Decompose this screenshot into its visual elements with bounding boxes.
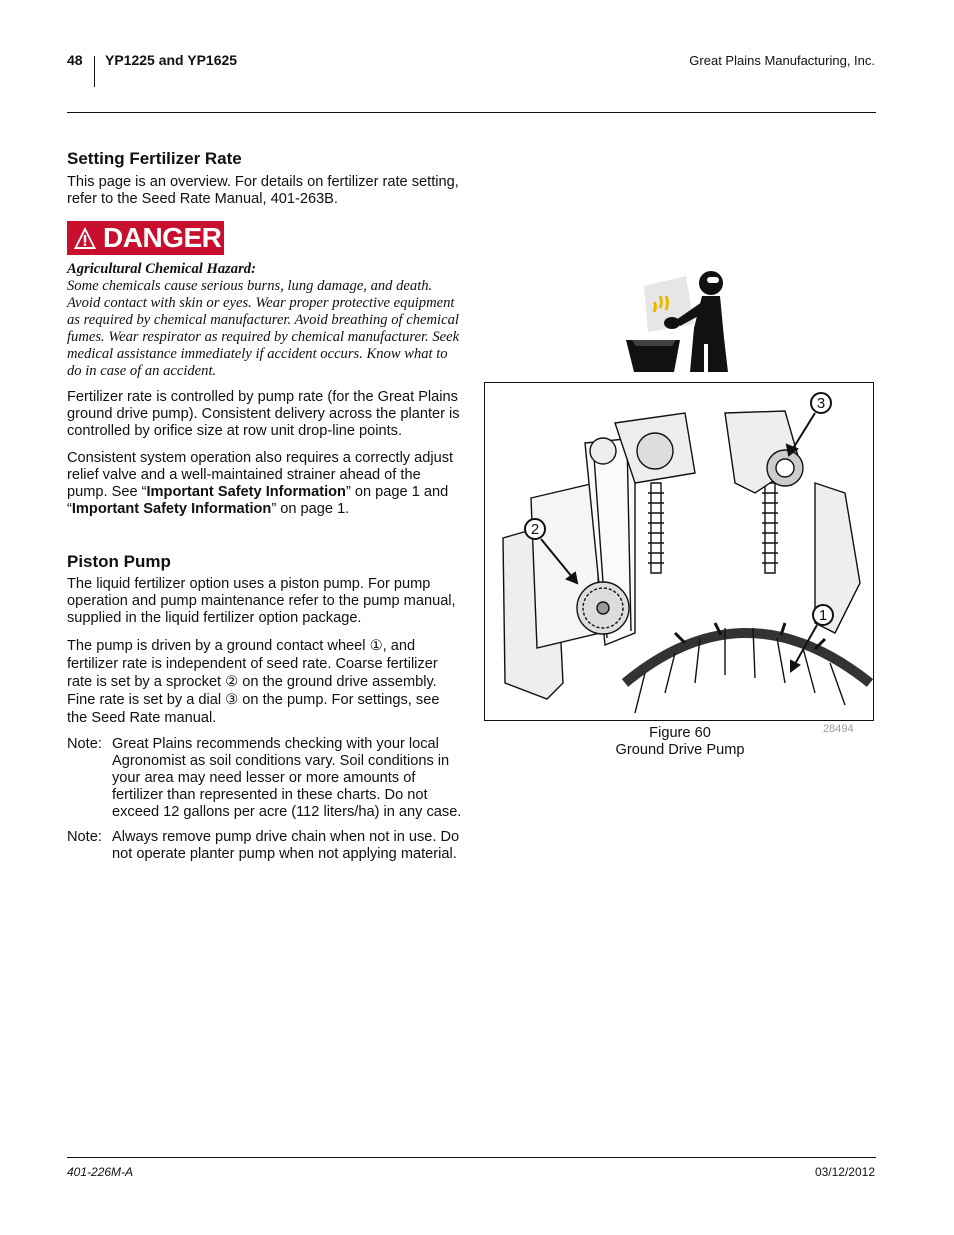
document-id: 401-226M-A: [67, 1165, 134, 1179]
note-text: Great Plains recommends checking with your local Agronomist as soil conditions vary. Soil conditions in your area may need lesser or more amounts of fertilizer than represented in these charts. Do not exceed 12 gallons per acre (112 liters/ha) in any case.: [112, 736, 462, 820]
chemical-hazard-pictogram: [624, 268, 728, 372]
callout-3: 3: [816, 395, 826, 412]
figure-id: 28494: [823, 723, 854, 735]
danger-word: DANGER: [103, 222, 222, 253]
figure-title: Ground Drive Pump: [615, 742, 745, 758]
body-text: [67, 389, 462, 518]
callout-2: 2: [530, 521, 540, 538]
page-number: 48: [67, 52, 83, 68]
note-item: [67, 829, 462, 863]
hazard-text: Some chemicals cause serious burns, lung damage, and death. Avoid contact with skin or eyes. Wear proper protective equipment as required by chemical manufacturer. Avoid breathing of chemical fumes. Wear respirator as required by chemical manufacturer. Seek medical assistance immediately if accident occurs. Know what to do in case of an accident.: [67, 278, 460, 379]
hazard-title: Agricultural Chemical Hazard:: [67, 261, 256, 277]
company-name: Great Plains Manufacturing, Inc.: [689, 53, 875, 68]
header-rule: [67, 112, 876, 113]
note-text: Always remove pump drive chain when not in use. Do not operate planter pump when not applying material.: [112, 829, 460, 862]
paragraph-piston-pump: The liquid fertilizer option uses a piston pump. For pump operation and pump maintenance refer to the pump manual, supplied in the liquid fertilizer option package.: [67, 576, 456, 626]
hazard-message: [67, 261, 462, 380]
paragraph-system-operation: Consistent system operation also requires a correctly adjust relief valve and a well-maintained strainer ahead of the pump. See “Important Safety Information” on page 1 and “Important Safety Information” on page 1.: [67, 450, 454, 517]
figure-number: Figure 60: [649, 725, 711, 741]
note-label: Note:: [67, 736, 102, 752]
note-label: Note:: [67, 829, 102, 845]
figure-caption: [580, 725, 780, 759]
section-fertilizer-rate: [67, 149, 462, 208]
header-divider: [94, 56, 95, 87]
safety-info-link[interactable]: Important Safety Information: [146, 484, 346, 500]
danger-label: [67, 221, 224, 255]
paragraph-pump-drive: The pump is driven by a ground contact wheel ①, and fertilizer rate is independent of seed rate. Coarse fertilizer rate is set by a sprocket ② on the ground drive assembly. Fine rate is set by a dial ③ on the pump. For settings, see the Seed Rate manual.: [67, 638, 440, 726]
callout-1: 1: [818, 607, 828, 624]
safety-info-link[interactable]: Important Safety Information: [71, 501, 272, 517]
warning-triangle-icon: [73, 226, 97, 250]
figure-ground-drive-pump: [484, 382, 874, 721]
section-title: Piston Pump: [67, 552, 171, 571]
footer-rule: [67, 1157, 876, 1158]
paragraph-pump-rate: Fertilizer rate is controlled by pump rate (for the Great Plains ground drive pump). Consistent delivery across the planter is controlled by orifice size at row unit drop-line points.: [67, 389, 460, 439]
model-title: YP1225 and YP1625: [105, 52, 238, 68]
note-item: [67, 736, 462, 821]
intro-paragraph: This page is an overview. For details on fertilizer rate setting, refer to the Seed Rate Manual, 401-263B.: [67, 174, 459, 207]
section-piston-pump: [67, 552, 462, 863]
pump-illustration: [485, 383, 874, 721]
section-title: Setting Fertilizer Rate: [67, 149, 242, 168]
document-date: 03/12/2012: [814, 1165, 875, 1179]
